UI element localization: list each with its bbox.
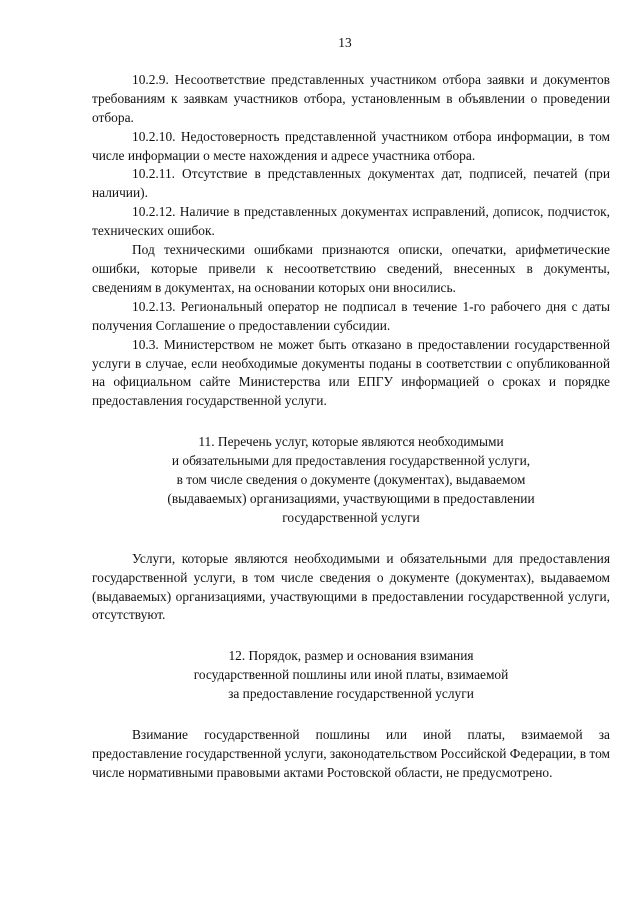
clause-10-2-9: 10.2.9. Несоответствие представленных участником отбора заявки и документов требованиям к заявкам участников отбора, установленным в объявлении о проведении отбора. xyxy=(92,71,610,125)
clause-10-2-13: 10.2.13. Региональный оператор не подписал в течение 1-го рабочего дня с даты получения Соглашение о предоставлении субсидии. xyxy=(92,298,610,333)
section-11-heading-line: (выдаваемых) организациями, участвующими в предоставлении xyxy=(167,490,535,506)
section-12-body: Взимание государственной пошлины или иной платы, взимаемой за предоставление государственной услуги, законодательством Российской Федерации, в том числе нормативными правовыми актами Ростовской области, не предусмотрено. xyxy=(92,727,610,780)
section-11-heading-line: государственной услуги xyxy=(282,509,420,525)
section-11-body: Услуги, которые являются необходимыми и обязательными для предоставления государственной услуги, в том числе сведения о документе (документах), выдаваемом (выдаваемых) организациями, участвующими в предоставлении государственной услуги, отсутствуют. xyxy=(92,550,610,623)
section-12-heading-line: за предоставление государственной услуги xyxy=(228,686,474,702)
clause-10-3: 10.3. Министерством не может быть отказано в предоставлении государственной услуги в случае, если необходимые документы поданы в соответствии с опубликованной на официальном сайте Министерства или ЕПГУ информацией о сроках и порядке предоставления государственной услуги. xyxy=(92,336,610,409)
clause-10-2-11: 10.2.11. Отсутствие в представленных документах дат, подписей, печатей (при наличии). xyxy=(92,166,610,201)
section-11-heading xyxy=(92,433,610,528)
clause-10-2-12: 10.2.12. Наличие в представленных документах исправлений, дописок, подчисток, технических ошибок. xyxy=(92,204,610,239)
technical-errors-note: Под техническими ошибками признаются описки, опечатки, арифметические ошибки, которые привели к несоответствию сведений, внесенных в документы, сведениям в документах, на основании которых они вносились. xyxy=(92,242,610,295)
section-11-heading-line: в том числе сведения о документе (документах), выдаваемом xyxy=(176,472,526,488)
page-number: 13 xyxy=(338,35,352,50)
section-11-heading-line: и обязательными для предоставления государственной услуги, xyxy=(171,453,531,469)
section-12-heading-line: 12. Порядок, размер и основания взимания xyxy=(228,648,474,664)
section-11-heading-line: 11. Перечень услуг, которые являются необходимыми xyxy=(198,434,504,450)
section-12-heading-line: государственной пошлины или иной платы, взимаемой xyxy=(193,667,509,683)
clause-10-2-10: 10.2.10. Недостоверность представленной участником отбора информации, в том числе информации о месте нахождения и адресе участника отбора. xyxy=(92,128,610,163)
section-12-heading xyxy=(92,647,610,704)
